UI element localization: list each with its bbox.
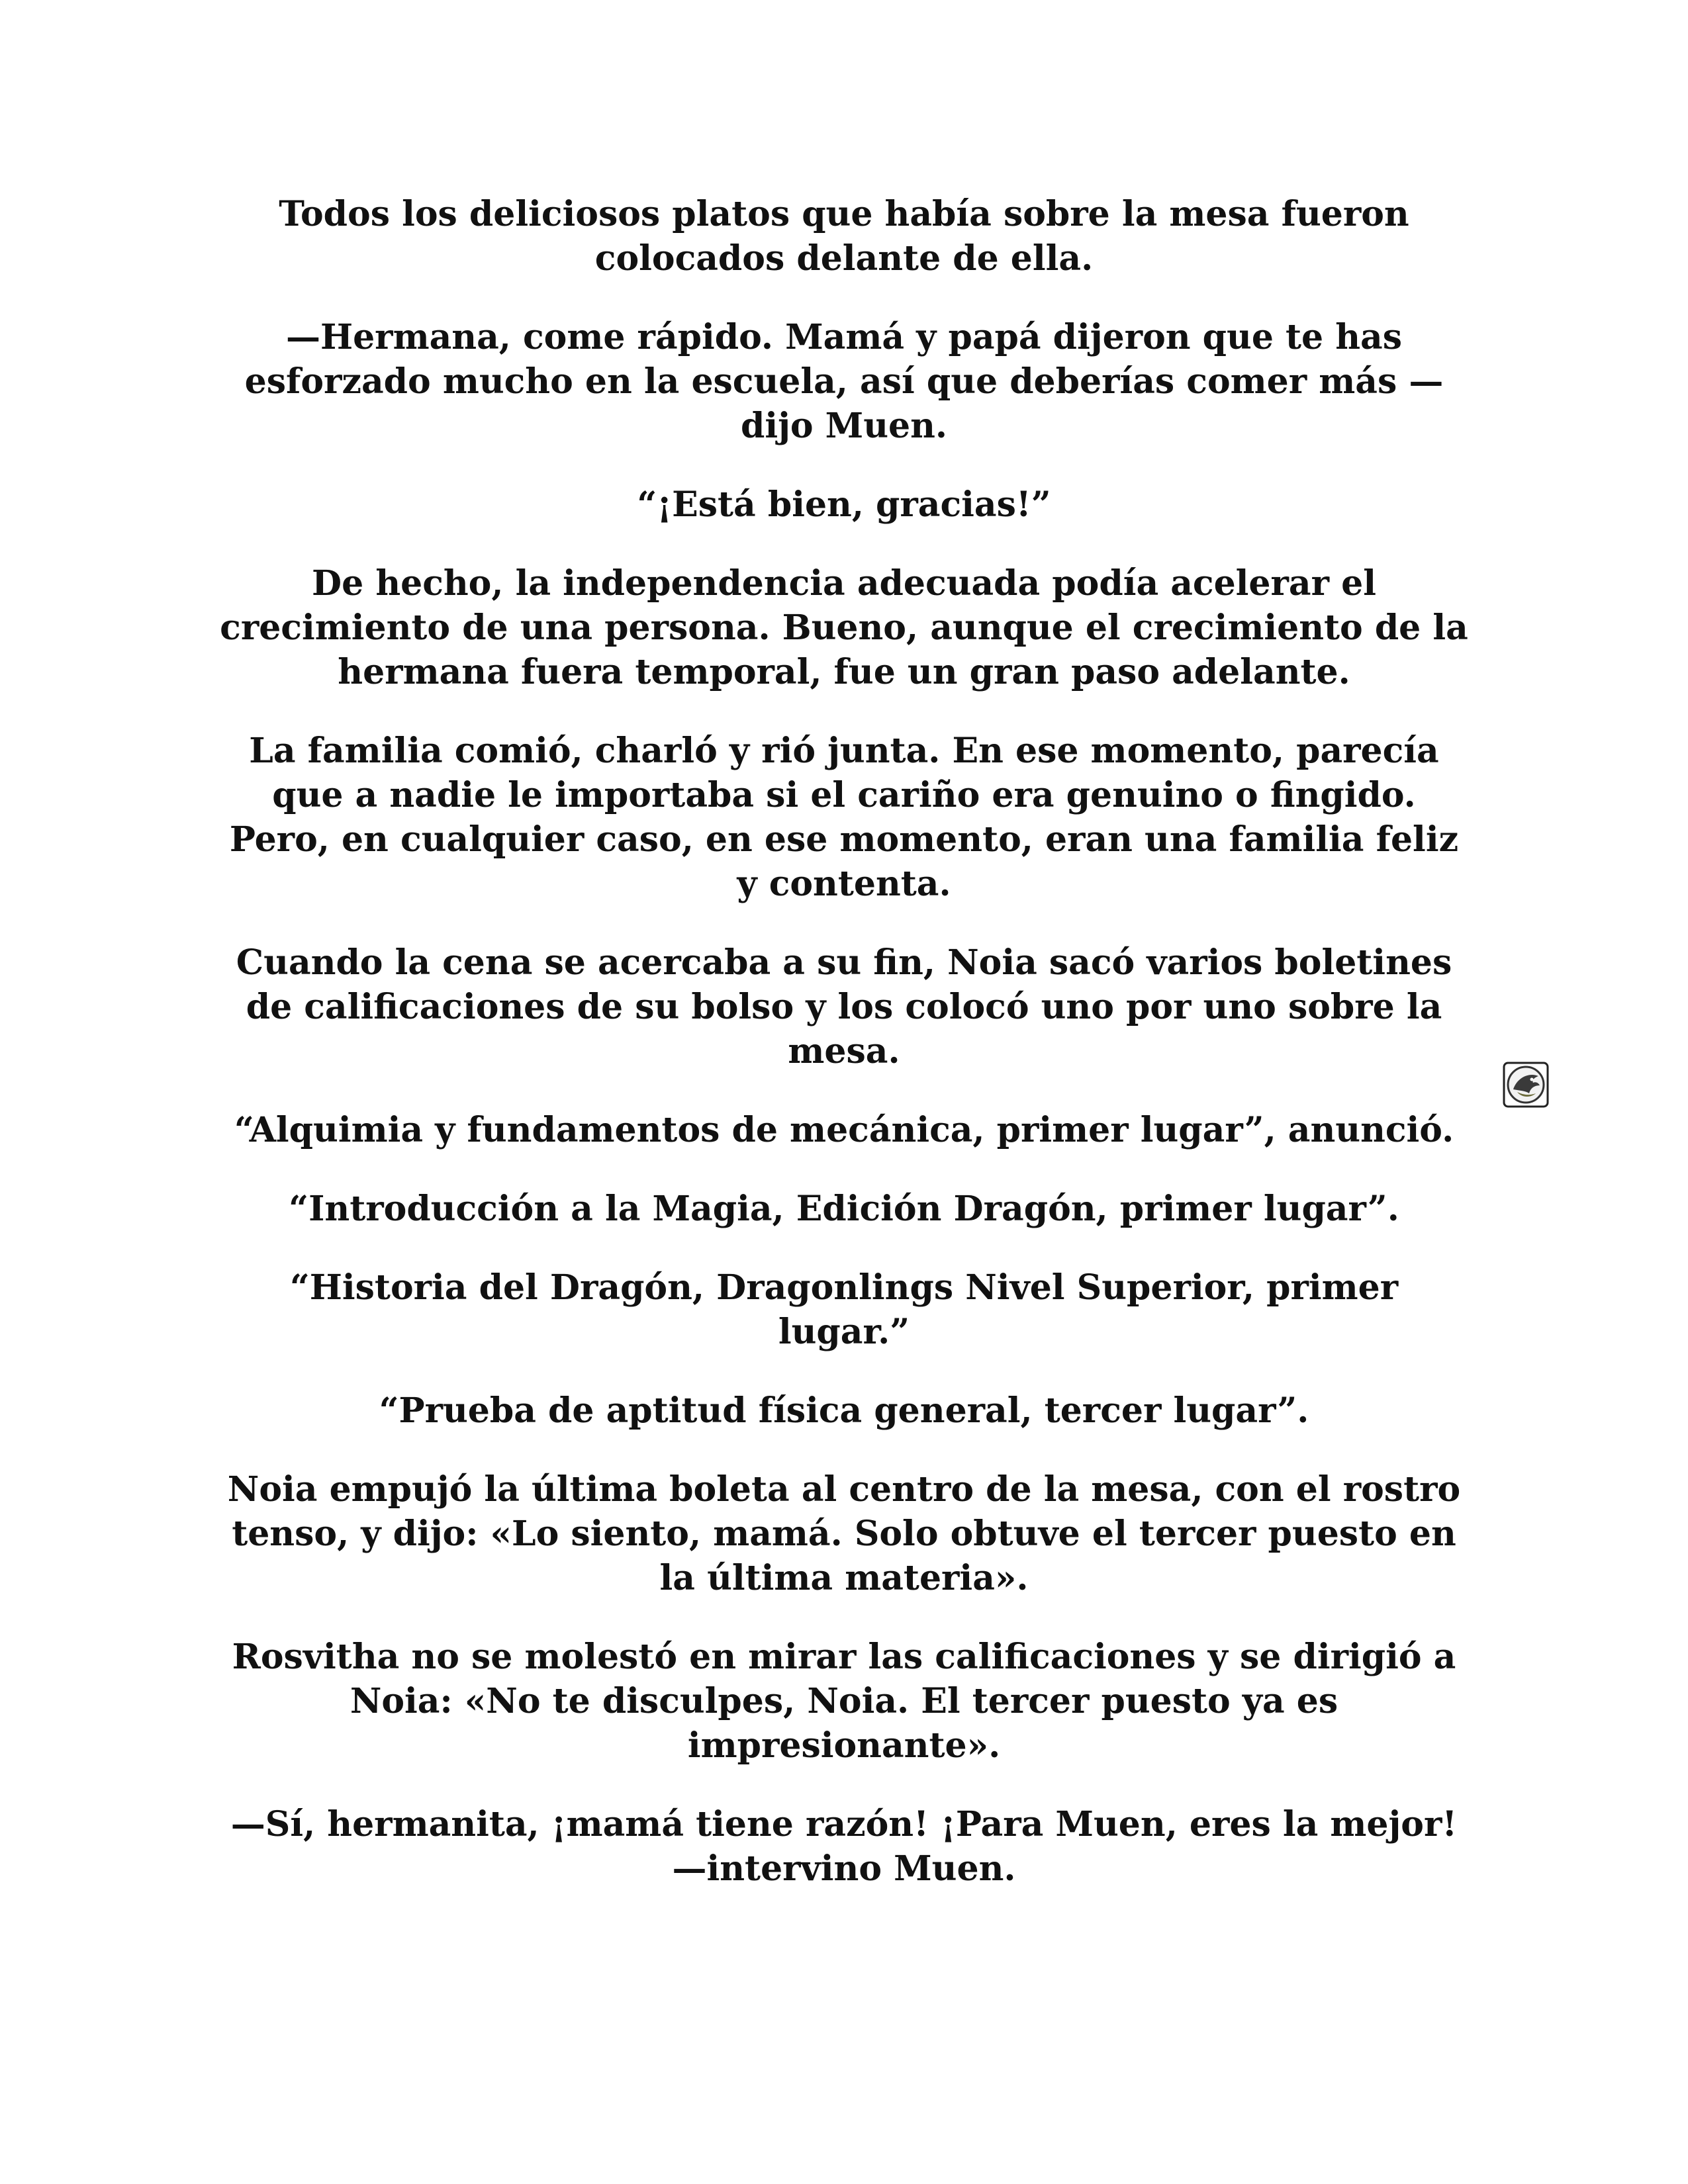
paragraph-9: “Historia del Dragón, Dragonlings Nivel Superior, primer lugar.” [289,1267,1399,1352]
paragraph-13: —Sí, hermanita, ¡mamá tiene razón! ¡Para Muen, eres la mejor! —intervino Muen. [230,1804,1458,1889]
paragraph-6: Cuando la cena se acercaba a su fin, Noia sacó varios boletines de calificaciones de su bolso y los colocó uno por uno sobre la mesa. [236,942,1452,1071]
paragraph-1: Todos los deliciosos platos que había sobre la mesa fueron colocados delante de ella. [279,194,1409,279]
paragraph-8: “Introducción a la Magia, Edición Dragón, primer lugar”. [289,1189,1399,1229]
paragraph-7: “Alquimia y fundamentos de mecánica, primer lugar”, anunció. [234,1110,1454,1150]
paragraph-10: “Prueba de aptitud física general, tercer lugar”. [379,1390,1309,1431]
paragraph-4: De hecho, la independencia adecuada podía acelerar el crecimiento de una persona. Bueno, aunque el crecimiento de la hermana fuera temporal, fue un gran paso adelante. [220,563,1468,692]
paragraph-5: La familia comió, charló y rió junta. En ese momento, parecía que a nadie le importaba si el cariño era genuino o fingido. Pero, en cualquier caso, en ese momento, eran una familia feliz y contenta. [229,731,1459,904]
paragraph-11: Noia empujó la última boleta al centro de la mesa, con el rostro tenso, y dijo: «Lo siento, mamá. Solo obtuve el tercer puesto en la última materia». [227,1469,1461,1598]
story-text [218,192,1470,1925]
paragraph-2: —Hermana, come rápido. Mamá y papá dijeron que te has esforzado mucho en la escuela, así que deberías comer más —dijo Muen. [244,317,1444,446]
dragon-emblem-icon[interactable] [1503,1062,1549,1108]
paragraph-12: Rosvitha no se molestó en mirar las calificaciones y se dirigió a Noia: «No te disculpes, Noia. El tercer puesto ya es impresionante». [232,1637,1456,1766]
paragraph-3: “¡Está bien, gracias!” [637,484,1051,525]
